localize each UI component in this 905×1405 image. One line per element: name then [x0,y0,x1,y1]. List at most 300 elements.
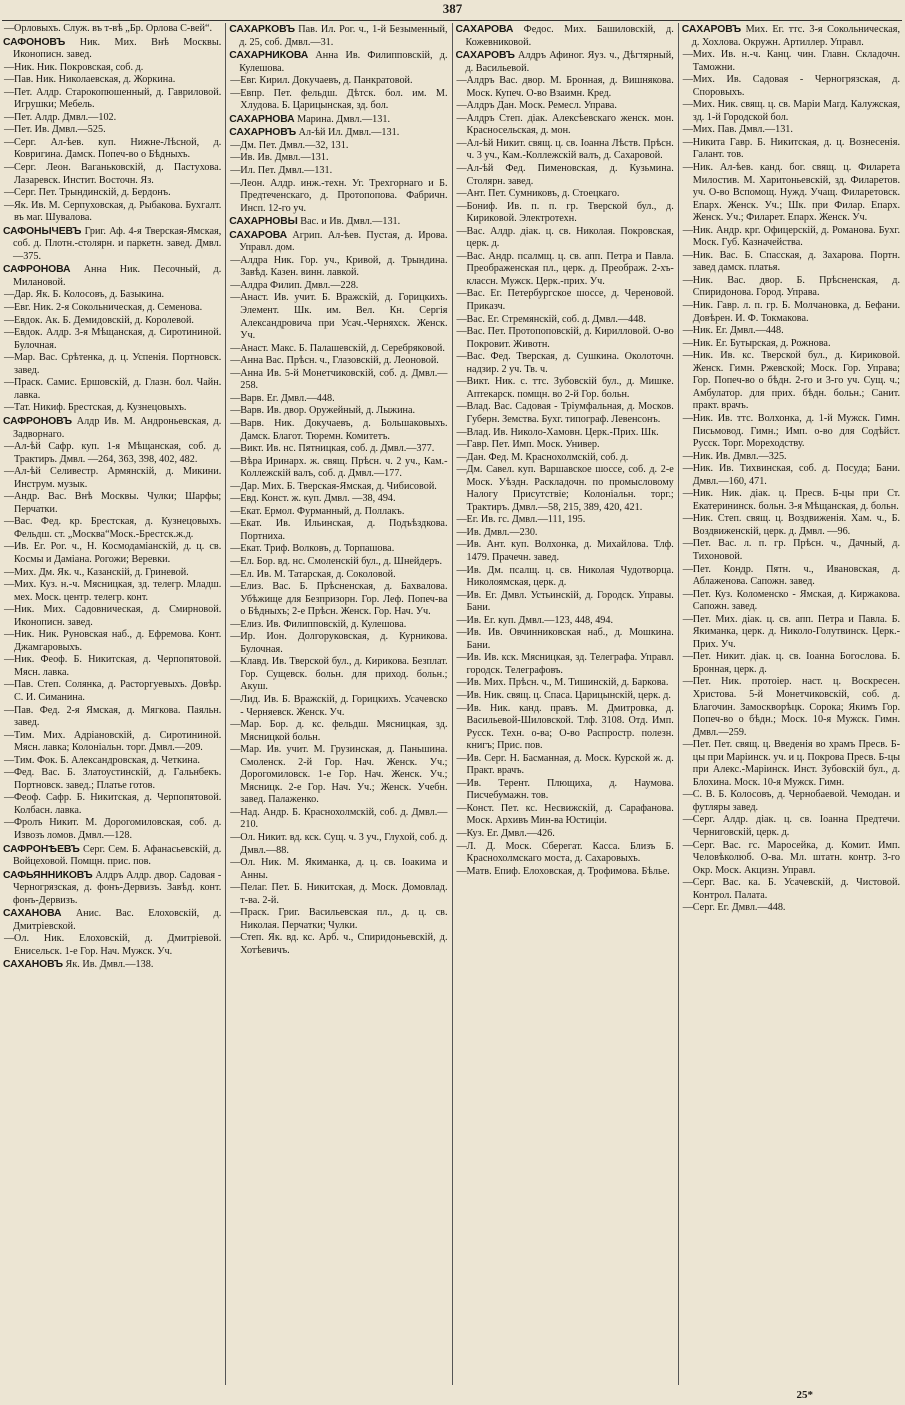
surname-heading: САХАРКОВЪ [229,24,295,35]
ditto-dash: — [230,177,241,189]
entry-text: Мих. Дм. Як. ч., Казанскій, д. Гриневой. [14,566,189,578]
ditto-dash: — [4,516,15,528]
ditto-dash: — [230,932,241,944]
ditto-dash: — [456,112,467,124]
ditto-dash: — [4,377,15,389]
directory-entry [4,302,221,315]
directory-entry [4,679,221,704]
entry-text: Вас. Фед. Тверская, д. Сушкина. Околоточн. надзир. 2 уч. Тв. ч. [466,351,674,375]
ditto-dash: — [456,539,467,551]
directory-entry [4,516,221,541]
surname-heading: САХАРНОВЪ [229,127,297,139]
directory-entry [230,694,447,719]
entry-text: Вас. и Ив. Дмвл.—131. [300,216,401,228]
entry-text: Гавр. Пет. Имп. Моск. Универ. [466,439,600,451]
entry-text: Мар. Ив. учит. М. Грузинская, д. Паньшина. Смоленск. 2-й Гор. Нач. Женск. Уч.; Дорогомиловск. 1-е Гор. Нач. Женск. Уч.; Мясницк. 2-е Гор. Нач. Уч.; Женск. Учебн. завед. Палаженко. [240,744,448,806]
directory-entry [457,677,674,690]
ditto-dash: — [230,618,241,630]
ditto-dash: — [682,902,693,914]
entry-text: Мар. Вас. Срѣтенка, д. ц. Успенія. Портновск. завед. [14,352,222,376]
entry-text: Орловыхъ. Служ. въ т-вѣ „Бр. Орлова С-вей“. [14,23,213,34]
entry-text: Серг. Алдр. діак. ц. св. Іоанна Предтечи. Черниговскій, церк. д. [692,814,900,838]
ditto-dash: — [682,412,693,424]
directory-entry [230,932,447,957]
directory-entry [457,514,674,527]
ditto-dash: — [456,752,467,764]
ditto-dash: — [682,300,693,312]
entry-text: Евпр. Пет. фельдш. Дѣтск. бол. им. М. Хлудова. Б. Царицынская, зд. бол. [240,87,448,112]
ditto-dash: — [230,581,241,593]
directory-entry [457,201,674,226]
entry-text: Тат. Никиф. Брестская, д. Кузнецовыхъ. [14,402,187,414]
ditto-dash: — [682,99,693,111]
directory-entry [4,792,221,817]
directory-entry [457,251,674,289]
ditto-dash: — [230,631,241,643]
entry-text: Вас. Ег. Стремянскій, соб. д. Дмвл.—448. [466,313,646,325]
ditto-dash: — [230,417,241,429]
surname-entry [4,908,221,933]
entry-text: Серг. Ег. Дмвл.—448. [692,902,786,914]
ditto-dash: — [682,350,693,362]
directory-entry [683,564,900,589]
directory-entry [4,755,221,768]
directory-entry [457,803,674,828]
entry-text: Алдръ Дан. Моск. Ремесл. Управа. [466,100,617,112]
ditto-dash: — [456,828,467,839]
entry-text: Ив. Дмвл.—230. [466,526,538,538]
entry-text: Мих. Ег. ттс. 3-я Сокольническая, д. Хохлова. Окружн. Артиллер. Управл. [691,24,900,48]
ditto-dash: — [456,225,467,237]
directory-entry [4,402,221,415]
entry-text: Ник. Мих. Садовническая, д. Смирновой. Иконописн. завед. [14,604,222,628]
ditto-dash: — [4,817,15,829]
entry-text: Степ. Як. вд. кс. Арб. ч., Спиридоньевскій, д. Хотѣевичъ. [240,932,448,956]
entry-text: Серг. Ал-ѣев. куп. Нижне-Лѣсной, д. Ковригина. Дамск. Попеч-во о Бѣдныхъ. [14,136,222,161]
ditto-dash: — [230,75,241,87]
entry-text: Елиз. Ив. Филипповскій, д. Кулешова. [240,618,407,630]
entry-text: Конст. Пет. кс. Несвижскій, д. Сарафанова. Моск. Архивъ Мин-ва Юстиціи. [466,802,674,827]
ditto-dash: — [230,518,241,530]
ditto-dash: — [230,443,241,455]
directory-entry [4,579,221,604]
entry-text: Пет. Куз. Коломенско - Ямская, д. Киржакова. Сапожн. завед. [692,588,900,613]
ditto-dash: — [682,325,693,337]
ditto-dash: — [230,719,241,731]
directory-entry [457,866,674,879]
directory-entry [230,581,447,619]
ditto-dash: — [4,187,15,199]
directory-entry [683,902,900,915]
ditto-dash: — [230,405,241,417]
directory-entry [230,518,447,543]
entry-text: Матв. Епиф. Елоховская, д. Трофимова. Бѣлье. [466,865,670,877]
directory-entry [457,326,674,351]
surname-heading: САХАРОВА [229,229,287,241]
directory-entry [230,355,447,368]
entry-text: Ник. Ив. ттс. Волхонка, д. 1-й Мужск. Гимн. Письмовод. Гимн.; Имп. о-во для Содѣйст. Русск. Торг. Мореходству. [692,412,900,450]
surname-heading: САХАРНОВА [229,113,295,125]
directory-entry [230,456,447,481]
entry-text: Як. Ив. Дмвл.—138. [65,959,154,971]
directory-entry [230,719,447,744]
entry-text: Пелаг. Пет. Б. Никитская, д. Моск. Домовлад. т-ва. 2-й. [240,882,448,906]
directory-entry [230,907,447,932]
directory-entry [683,651,900,676]
ditto-dash: — [682,563,693,575]
ditto-dash: — [456,200,467,212]
directory-entry [683,513,900,538]
ditto-dash: — [682,613,693,625]
directory-entry [4,315,221,328]
directory-entry [457,828,674,841]
entry-text: Алдръ Степ. діак. Алексѣевскаго женск. мон. Красносельская, д. мон. [466,112,674,137]
entry-text: Вас. Алдр. діак. ц. св. Николая. Покровская, церк. д. [466,225,674,250]
ditto-dash: — [456,100,467,112]
ditto-dash: — [456,439,467,451]
ditto-dash: — [456,564,467,576]
entry-text: Бониф. Ив. п. п. гр. Тверской бул., д. Кириковой. Электротехн. [466,200,674,225]
entry-text: Клавд. Ив. Тверской бул., д. Кирикова. Безплат. Гор. Сущевск. больн. для приход. больн.; Акуш. [240,656,448,693]
entry-text: Варв. Ник. Докучаевъ, д. Большаковыхъ. Дамск. Благот. Тюремн. Комитетъ. [240,417,448,442]
entry-text: Леон. Алдр. инж.-техн. Уг. Трехгорнаго и Б. Предтеченскаго, д. Протопопова. Фабричн. Инсп. 12-го уч. [240,177,448,214]
entry-text: Екат. Ив. Ильинская, д. Подъѣздкова. Портниха. [240,518,448,542]
ditto-dash: — [4,729,15,741]
directory-entry [230,619,447,632]
entry-text: Ал-ѣй Никит. свящ. ц. св. Іоанна Лѣств. Прѣсн. ч. 3 уч., Кам.-Коллежскій валъ, д. Сахаровой. [466,137,674,162]
directory-entry [230,368,447,393]
directory-entry [4,377,221,402]
entry-text: Ник. Гавр. л. п. гр. Б. Молчановка, д. Бефани. Довѣрен. И. Ф. Токмакова. [692,300,900,324]
footer-signature: 25* [796,1389,813,1401]
entry-text: Ник. Феоф. Б. Никитская, д. Черпопятовой. Мясн. лавка. [14,654,222,678]
surname-heading: САХАРНОВЫ [229,216,298,228]
ditto-dash: — [456,137,467,149]
entry-text: Серг. Пет. Трындинскій, д. Бердонъ. [14,187,171,199]
surname-entry [4,264,221,289]
entry-text: Мих. Ив. Садовая - Черногрязская, д. Споровыхъ. [692,74,900,98]
entry-text: Ник. Ник. Руновская наб., д. Ефремова. Конт. Джамгаровыхъ. [14,629,222,653]
ditto-dash: — [456,702,467,714]
directory-entry [4,767,221,792]
entry-text: Ив. Ег. куп. Дмвл.—123, 448, 494. [466,614,614,626]
entry-text: Ив. Ник. свящ. ц. Спаса. Царицынскій, церк. д. [466,689,671,701]
surname-heading: САФОНЫЧЕВЪ [3,225,82,237]
directory-entry [230,807,447,832]
ditto-dash: — [456,840,467,852]
ditto-dash: — [4,792,15,804]
entry-text: Ив. Мих. Прѣсн. ч., М. Тишинскій, д. Баркова. [466,677,669,689]
directory-entry [4,112,221,125]
entry-text: Дм. Пет. Дмвл.—32, 131. [240,139,349,151]
entry-text: Евд. Конст. ж. куп. Дмвл. —38, 494. [240,493,396,505]
directory-entry [230,292,447,342]
surname-heading: САФЬЯННИКОВЪ [3,869,93,881]
directory-entry [457,452,674,465]
entry-text: Мих. Пав. Дмвл.—131. [692,124,793,136]
entry-text: Елиз. Вас. Б. Прѣсненская, д. Бахвалова. Убѣжище для Безпризорн. Гор. Леф. Попеч-ва о Бѣдныхъ; 2-е Прѣсн. Женск. Гор. Нач. Уч. [240,581,448,618]
ditto-dash: — [230,87,241,99]
ditto-dash: — [230,806,241,818]
entry-text: Ол. Ник. Елоховскій, д. Дмитріевой. Енисельск. 1-е Гор. Нач. Мужск. Уч. [14,933,222,957]
directory-entry [683,74,900,99]
entry-text: Алдра Филип. Дмвл.—228. [240,279,359,291]
directory-entry [4,327,221,352]
directory-entry [683,614,900,652]
directory-entry [4,567,221,580]
entry-text: Праск. Григ. Васильевская пл., д. ц. св. Николая. Перчатки; Чулки. [240,907,448,931]
entry-text: Ив. Серг. Н. Басманная, д. Моск. Курской ж. д. Практ. врачъ. [466,752,674,777]
directory-entry [457,652,674,677]
directory-entry [683,325,900,338]
entry-text: Ник. Ник. Покровская, соб. д. [14,61,144,73]
directory-entry [230,744,447,807]
entry-text: Мар. Бор. д. кс. фельдш. Мясницкая, зд. Мясницкой больн. [240,719,448,743]
directory-entry [457,703,674,753]
directory-entry [4,705,221,730]
directory-entry [457,439,674,452]
directory-entry [4,441,221,466]
entry-text: Пет. Пет. свящ. ц. Введенія во храмъ Пресв. Б-цы при Маріинск. уч. и ц. Покрова Пресв. Б-цы при Алекс.-Маріинск. Инст. Зубовскій бул., д. Блохина. Моск. 10-я Мужск. Гимн. [692,739,900,788]
surname-entry [4,844,221,869]
ditto-dash: — [682,463,693,475]
entry-text: Анна Вас. Прѣсн. ч., Глазовскій, д. Леоновой. [240,355,439,367]
directory-entry [457,113,674,138]
ditto-dash: — [230,455,241,467]
entry-text: Ив. Ив. Овчинниковская наб., д. Мошкина. Бани. [466,627,674,651]
entry-text: Викт. Ник. с. ттс. Зубовскій бул., д. Мишке. Аптекарск. помщн. во 2-й Гор. больн. [466,376,674,400]
directory-entry [457,100,674,113]
directory-entry [230,556,447,569]
ditto-dash: — [682,74,693,86]
ditto-dash: — [230,392,241,404]
directory-entry [230,405,447,418]
ditto-dash: — [682,274,693,286]
ditto-dash: — [682,136,693,148]
directory-entry [457,627,674,652]
directory-entry [4,137,221,162]
entry-text: Ал-ѣй Сафр. куп. 1-я Мѣщанская, соб. д. Трактиръ. Дмвл. —264, 363, 398, 402, 482. [14,441,222,465]
surname-entry [230,216,447,229]
entry-text: Вас. Фед. кр. Брестская, д. Кузнецовыхъ. Фельдш. ст. „Москва“Моск.-Брестск.ж.д. [14,516,222,540]
ditto-dash: — [682,814,693,826]
ditto-dash: — [4,23,15,34]
surname-heading: САХАРНИКОВА [229,50,309,62]
ditto-dash: — [682,839,693,851]
ditto-dash: — [230,882,241,894]
entry-text: Ал-ѣй Ил. Дмвл.—131. [298,127,400,139]
directory-entry [457,615,674,628]
entry-text: Анна Ник. Песочный, д. Милановой. [13,264,222,288]
entry-text: Ег. Ив. гс. Дмвл.—111, 195. [466,514,586,526]
ditto-dash: — [230,493,241,505]
ditto-dash: — [4,402,15,414]
directory-entry [230,493,447,506]
surname-heading: САФОНОВЪ [3,36,66,48]
directory-entry [4,162,221,187]
directory-entry [457,288,674,313]
ditto-dash: — [230,543,241,555]
ditto-dash: — [456,288,467,300]
entry-text: Ник. Степ. свящ. ц. Воздвиженія. Хам. ч., Б. Воздвиженскій, церк. д. Дмвл. —96. [692,513,900,537]
ditto-dash: — [4,579,15,591]
ditto-dash: — [230,254,241,266]
entry-text: Ив. Ег. Рог. ч., Н. Космодаміанскій, д. ц. св. Космы и Даміана. Рогожи; Веревки. [14,541,222,565]
entry-text: Пет. Мих. діак. ц. св. апп. Петра и Павла. Б. Якиманка, церк. д. Николо-Голутвинск. Церк.-Прих. Уч. [692,613,900,650]
ditto-dash: — [230,152,241,164]
entry-text: Вас. Пет. Протопоповскій, д. Кирилловой. О-во Покровит. Животн. [466,326,674,350]
ditto-dash: — [682,249,693,261]
surname-heading: САХАРОВА [455,24,514,35]
entry-text: Ал-ѣй Селивестр. Армянскій, д. Микини. Инструм. музык. [14,466,222,490]
entry-text: Анна Ив. 5-й Монетчиковскій, соб. д. Дмвл.—258. [240,367,448,392]
surname-entry [230,127,447,140]
directory-entry [230,343,447,356]
directory-entry [683,451,900,464]
entry-text: Влад. Ив. Николо-Хамовн. Церк.-Прих. Шк. [466,426,659,438]
ditto-dash: — [4,162,15,174]
ditto-dash: — [4,111,15,123]
directory-entry [4,466,221,491]
entry-text: Ив. Ег. Дмвл. Устьинскій, д. Городск. Управы. Бани. [466,589,674,614]
directory-entry [4,654,221,679]
entry-text: Влад. Вас. Садовая - Тріумфальная, д. Москов. Губерн. Земства. Бухг. типограф. Левенсонъ. [466,401,674,425]
surname-entry [4,37,221,62]
directory-entry [457,590,674,615]
entry-text: Ник. Вас. Б. Спасская, д. Захарова. Портн. завед дамск. платья. [692,249,900,274]
directory-entry [683,589,900,614]
directory-entry [457,188,674,201]
entry-text: Дан. Фед. М. Краснохолмскій, соб. д. [466,451,629,463]
ditto-dash: — [230,568,241,580]
ditto-dash: — [456,777,467,789]
entry-text: Пет. Вас. л. п. гр. Прѣсн. ч., Дачный, д. Тихоновой. [692,538,900,562]
ditto-dash: — [4,566,15,578]
page-number: 387 [442,1,463,16]
directory-entry [457,539,674,564]
directory-entry [4,187,221,200]
directory-entry [230,280,447,293]
ditto-dash: — [230,693,241,705]
entry-text: Ив. Терент. Плющиха, д. Наумова. Писчебумажн. тов. [466,777,674,802]
surname-entry [4,416,221,441]
ditto-dash: — [230,139,241,151]
entry-text: Ник. Андр. крг. Офицерскій, д. Романова. Бухг. Моск. Губ. Казначейства. [692,224,900,249]
entry-text: С. В. Б. Колосовъ, д. Чернобаевой. Чемодан. и футляры завед. [692,789,900,813]
directory-entry [4,124,221,137]
ditto-dash: — [4,327,15,339]
ditto-dash: — [456,627,467,639]
entry-text: Ник. Вас. двор. Б. Прѣсненская, д. Спиридонова. Город. Управа. [692,274,900,299]
entry-text: Праск. Самис. Ершовскій, д. Глазн. бол. Чайн. лавка. [14,377,222,401]
ditto-dash: — [456,652,467,664]
surname-entry [4,870,221,908]
entry-text: Ант. Пет. Сумниковъ, д. Стоецкаго. [466,188,620,200]
entry-text: Марина. Дмвл.—131. [297,113,391,125]
entry-text: Пав. Ил. Рог. ч., 1-й Безыменный, д. 25, соб. Дмвл.—31. [239,24,448,48]
directory-entry [457,841,674,866]
entry-text: Ник. Мих. Внѣ Москвы. Иконописн. завед. [13,36,222,61]
directory-entry [683,538,900,563]
surname-entry [230,24,447,49]
entry-text: Андр. Вас. Внѣ Москвы. Чулки; Шарфы; Перчатки. [14,491,222,515]
ditto-dash: — [230,656,241,668]
entry-text: Серг. Сем. Б. Афанасьевскій, д. Войцеховой. Помщн. прис. пов. [13,843,222,868]
entry-text: Пав. Ник. Николаевская, д. Жоркина. [14,74,176,86]
directory-entry [683,137,900,162]
directory-entry [230,857,447,882]
entry-text: Ол. Никит. вд. кск. Сущ. ч. 3 уч., Глухой, соб. д. Дмвл.—88. [240,832,448,856]
entry-text: Ил. Пет. Дмвл.—131. [240,165,333,177]
directory-entry [4,817,221,842]
ditto-dash: — [4,704,15,716]
ditto-dash: — [456,326,467,338]
entry-text: Анна Ив. Филипповскій, д. Кулешова. [239,50,448,74]
ditto-dash: — [456,401,467,413]
directory-entry [457,427,674,440]
ditto-dash: — [682,651,693,663]
surname-heading: САХАНОВА [3,908,62,920]
ditto-dash: — [456,802,467,814]
directory-entry [230,255,447,280]
ditto-dash: — [456,426,467,438]
directory-entry [230,569,447,582]
directory-entry [230,656,447,694]
entry-text: Екат. Ермол. Фурманный, д. Поллакъ. [240,505,405,517]
column-2 [225,23,451,1385]
entry-text: Евдок. Алдр. 3-я Мѣщанская, д. Сиротининой. Булочная. [14,327,222,351]
surname-heading: САФРОНОВЪ [3,415,72,427]
ditto-dash: — [4,86,15,98]
entry-text: Серг. Вас. гс. Маросейка, д. Комит. Имп. Человѣколюб. О-ва. Мл. штатн. контр. 3-го Окр. Моск. Акцизн. Управл. [692,839,900,876]
ditto-dash: — [682,224,693,236]
ditto-dash: — [230,342,241,354]
entry-text: Над. Андр. Б. Краснохолмскій, соб. д. Дмвл.—210. [240,806,448,831]
directory-entry [457,464,674,514]
ditto-dash: — [4,767,15,779]
ditto-dash: — [230,292,241,304]
directory-entry [683,739,900,789]
ditto-dash: — [682,877,693,889]
entry-text: Викт. Ив. нс. Пятницкая, соб. д. Дмвл.—377. [240,443,435,455]
entry-text: Дм. Савел. куп. Варшавское шоссе, соб. д. 2-е Моск. Уѣздн. Раскладочн. по промысловому Налогу Присутствіе; Колоніальн. торг.; Трактиръ. Дмвл.—58, 215, 389, 420, 421. [466,464,674,513]
directory-entry [230,75,447,88]
ditto-dash: — [4,61,15,73]
ditto-dash: — [4,74,15,86]
entry-text: Евдок. Ак. Б. Демидовскій, д. Королевой. [14,314,194,326]
ditto-dash: — [456,163,467,175]
directory-entry [4,541,221,566]
entry-text: Ив. Ник. канд. правъ. М. Дмитровка, д. Васильевой-Шиловской. Тлф. 3108. Отд. Имп. Русск. Техн. о-ва; О-во Распростр. полезн. книгъ; Прис. пов. [466,702,674,752]
directory-entry [230,178,447,216]
entry-text: Л. Д. Моск. Сберегат. Касса. Близъ Б. Краснохолмскаго моста, д. Сахаровыхъ. [466,840,674,865]
ditto-dash: — [456,351,467,363]
entry-text: Мих. Ник. свящ. ц. св. Маріи Магд. Калужская, зд. 1-й Городской бол. [692,99,900,123]
ditto-dash: — [230,355,241,367]
entry-text: Никита Гавр. Б. Никитская, д. ц. Вознесенія. Галант. тов. [692,136,900,161]
entry-text: Алдр Ив. М. Андроньевская, д. Задворнаго. [13,415,222,440]
entry-text: Ир. Ион. Долгоруковская, д. Курникова. Булочная. [240,631,448,655]
directory-entry [683,814,900,839]
ditto-dash: — [456,589,467,601]
directory-entry [4,74,221,87]
entry-text: Ив. Ив. кск. Мясницкая, зд. Телеграфа. Управл. городск. Телеграфовъ. [466,652,674,676]
entry-text: Ник. Ег. Дмвл.—448. [692,325,784,337]
entry-text: Дар. Як. Б. Колосовъ, д. Базыкина. [14,289,165,301]
entry-text: Евг. Ник. 2-я Сокольническая, д. Семенова. [14,302,203,314]
entry-text: Евг. Кирил. Докучаевъ, д. Панкратовой. [240,75,413,87]
directory-entry [4,352,221,377]
